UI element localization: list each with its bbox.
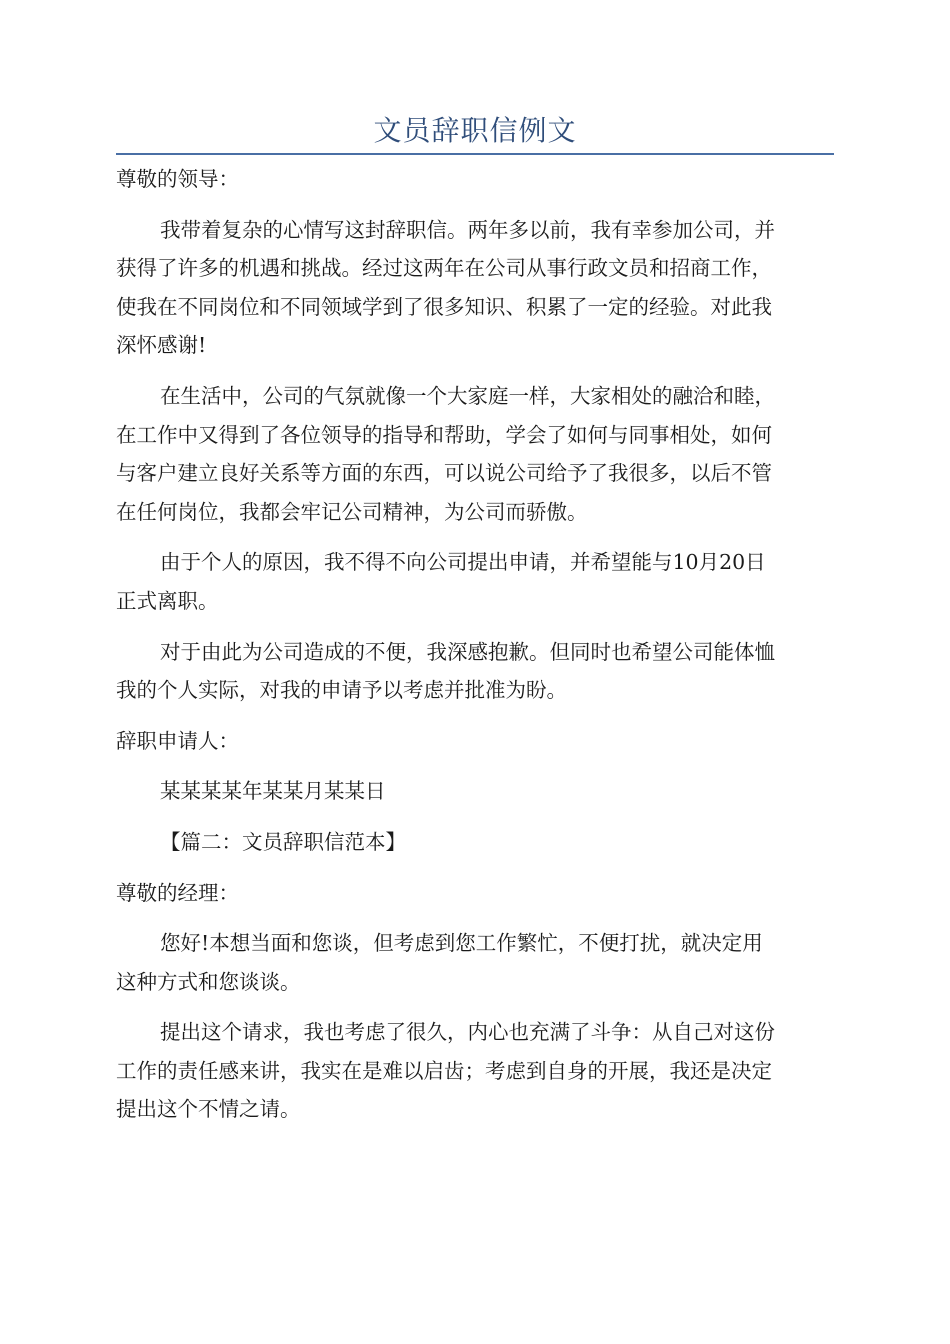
paragraph-line: 提出这个请求，我也考虑了很久，内心也充满了斗争：从自己对这份 [160, 1020, 775, 1045]
salutation-leader: 尊敬的领导： [116, 167, 239, 191]
signature-label: 辞职申请人： [116, 728, 239, 753]
paragraph-line: 正式离职。 [116, 588, 219, 613]
paragraph-greeting [116, 924, 834, 1001]
paragraph-reason [116, 543, 834, 620]
salutation-manager: 尊敬的经理： [116, 880, 239, 905]
paragraph-line: 我带着复杂的心情写这封辞职信。两年多以前，我有幸参加公司，并 [160, 217, 775, 242]
paragraph-line: 使我在不同岗位和不同领域学到了很多知识、积累了一定的经验。对此我 [116, 294, 772, 319]
paragraph-line: 在任何岗位，我都会牢记公司精神，为公司而骄傲。 [116, 499, 588, 524]
paragraph-company-life [116, 377, 834, 531]
paragraph-line: 由于个人的原因，我不得不向公司提出申请，并希望能与10月20日 [160, 550, 766, 575]
paragraph-line: 对于由此为公司造成的不便，我深感抱歉。但同时也希望公司能体恤 [160, 639, 775, 664]
section-heading: 【篇二：文员辞职信范本】 [160, 829, 406, 854]
paragraph-line: 在工作中又得到了各位领导的指导和帮助，学会了如何与同事相处，如何 [116, 422, 772, 447]
paragraph-line: 深怀感谢! [116, 333, 207, 358]
paragraph-request [116, 1013, 834, 1129]
paragraph-intro [116, 211, 834, 365]
document-title: 文员辞职信例文 [373, 114, 577, 147]
document-body [116, 148, 834, 1129]
paragraph-line: 工作的责任感来讲，我实在是难以启齿；考虑到自身的开展，我还是决定 [116, 1058, 772, 1083]
date-line: 某某某某年某某月某某日 [160, 779, 386, 804]
paragraph-apology [116, 633, 834, 710]
paragraph-line: 获得了许多的机遇和挑战。经过这两年在公司从事行政文员和招商工作， [116, 256, 772, 281]
paragraph-line: 我的个人实际，对我的申请予以考虑并批准为盼。 [116, 678, 567, 703]
paragraph-line: 这种方式和您谈谈。 [116, 969, 301, 994]
paragraph-line: 与客户建立良好关系等方面的东西，可以说公司给予了我很多，以后不管 [116, 461, 772, 486]
paragraph-line: 您好!本想当面和您谈，但考虑到您工作繁忙，不便打扰，就决定用 [160, 931, 763, 956]
paragraph-line: 提出这个不情之请。 [116, 1097, 301, 1122]
paragraph-line: 在生活中，公司的气氛就像一个大家庭一样，大家相处的融洽和睦， [160, 383, 775, 408]
